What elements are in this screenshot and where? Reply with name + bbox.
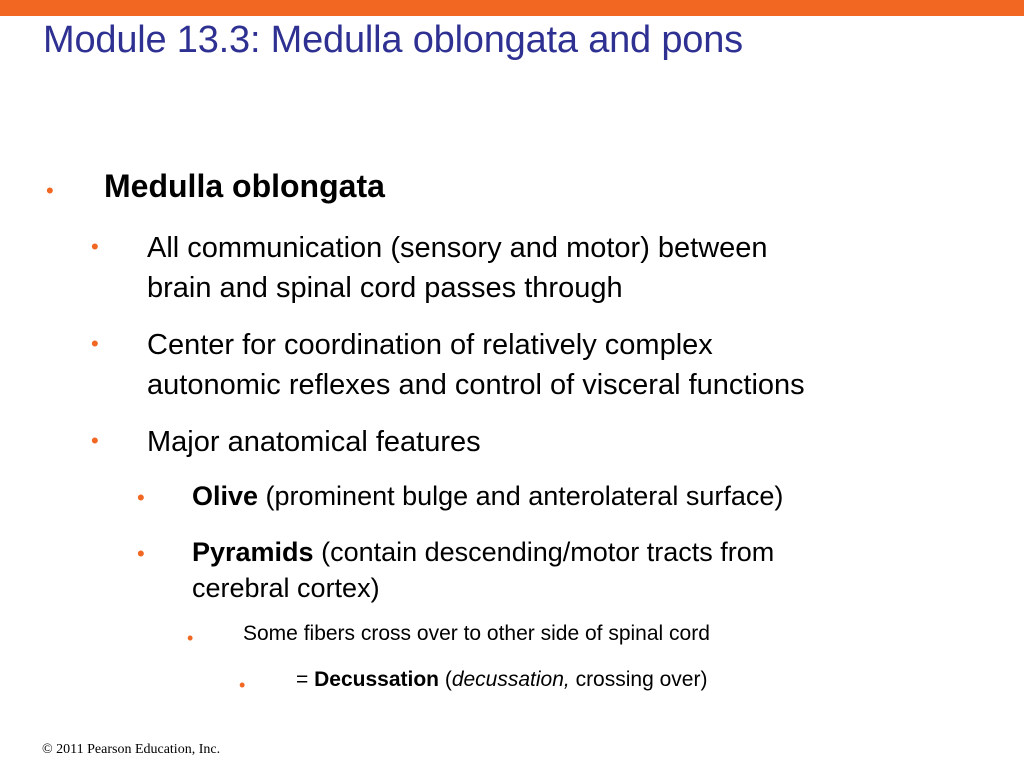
top-accent-bar: [0, 0, 1024, 16]
point-line: brain and spinal cord passes through: [147, 272, 623, 304]
bullet-icon: •: [91, 428, 99, 453]
point-line: All communication (sensory and motor) between: [147, 232, 768, 264]
point-anatomical-features: [147, 422, 481, 462]
bullet-icon: •: [91, 234, 99, 259]
feature-pyramids: [192, 534, 774, 606]
decussation-italic: decussation,: [451, 668, 570, 691]
feature-desc: (contain descending/motor tracts from: [313, 537, 775, 567]
point-coordination: [147, 325, 805, 405]
decussation-line: [296, 668, 707, 692]
decussation-rest: crossing over): [569, 668, 708, 691]
point-line: autonomic reflexes and control of visceral functions: [147, 369, 805, 401]
feature-term: Pyramids: [192, 537, 314, 567]
bullet-icon: •: [187, 628, 194, 648]
copyright-footer: © 2011 Pearson Education, Inc.: [42, 742, 221, 757]
bullet-icon: •: [91, 331, 99, 356]
decussation-term: Decussation: [314, 668, 439, 691]
feature-line: [192, 534, 774, 570]
bullet-icon: •: [239, 675, 246, 695]
feature-desc: (prominent bulge and anterolateral surface): [258, 481, 784, 511]
feature-line: cerebral cortex): [192, 573, 380, 603]
feature-olive: [192, 478, 783, 514]
sub-point-fibers: Some fibers cross over to other side of spinal cord: [243, 622, 710, 645]
feature-term: Olive: [192, 481, 259, 511]
decussation-prefix: =: [296, 668, 315, 691]
bullet-icon: •: [137, 485, 145, 510]
heading-medulla-oblongata: Medulla oblongata: [104, 168, 385, 204]
point-line: Center for coordination of relatively complex: [147, 329, 713, 361]
slide-title: Module 13.3: Medulla oblongata and pons: [43, 19, 743, 61]
point-communication: [147, 228, 768, 308]
bullet-icon: •: [46, 178, 54, 203]
bullet-icon: •: [137, 541, 145, 566]
decussation-open: (: [438, 668, 452, 691]
point-line: Major anatomical features: [147, 426, 481, 458]
